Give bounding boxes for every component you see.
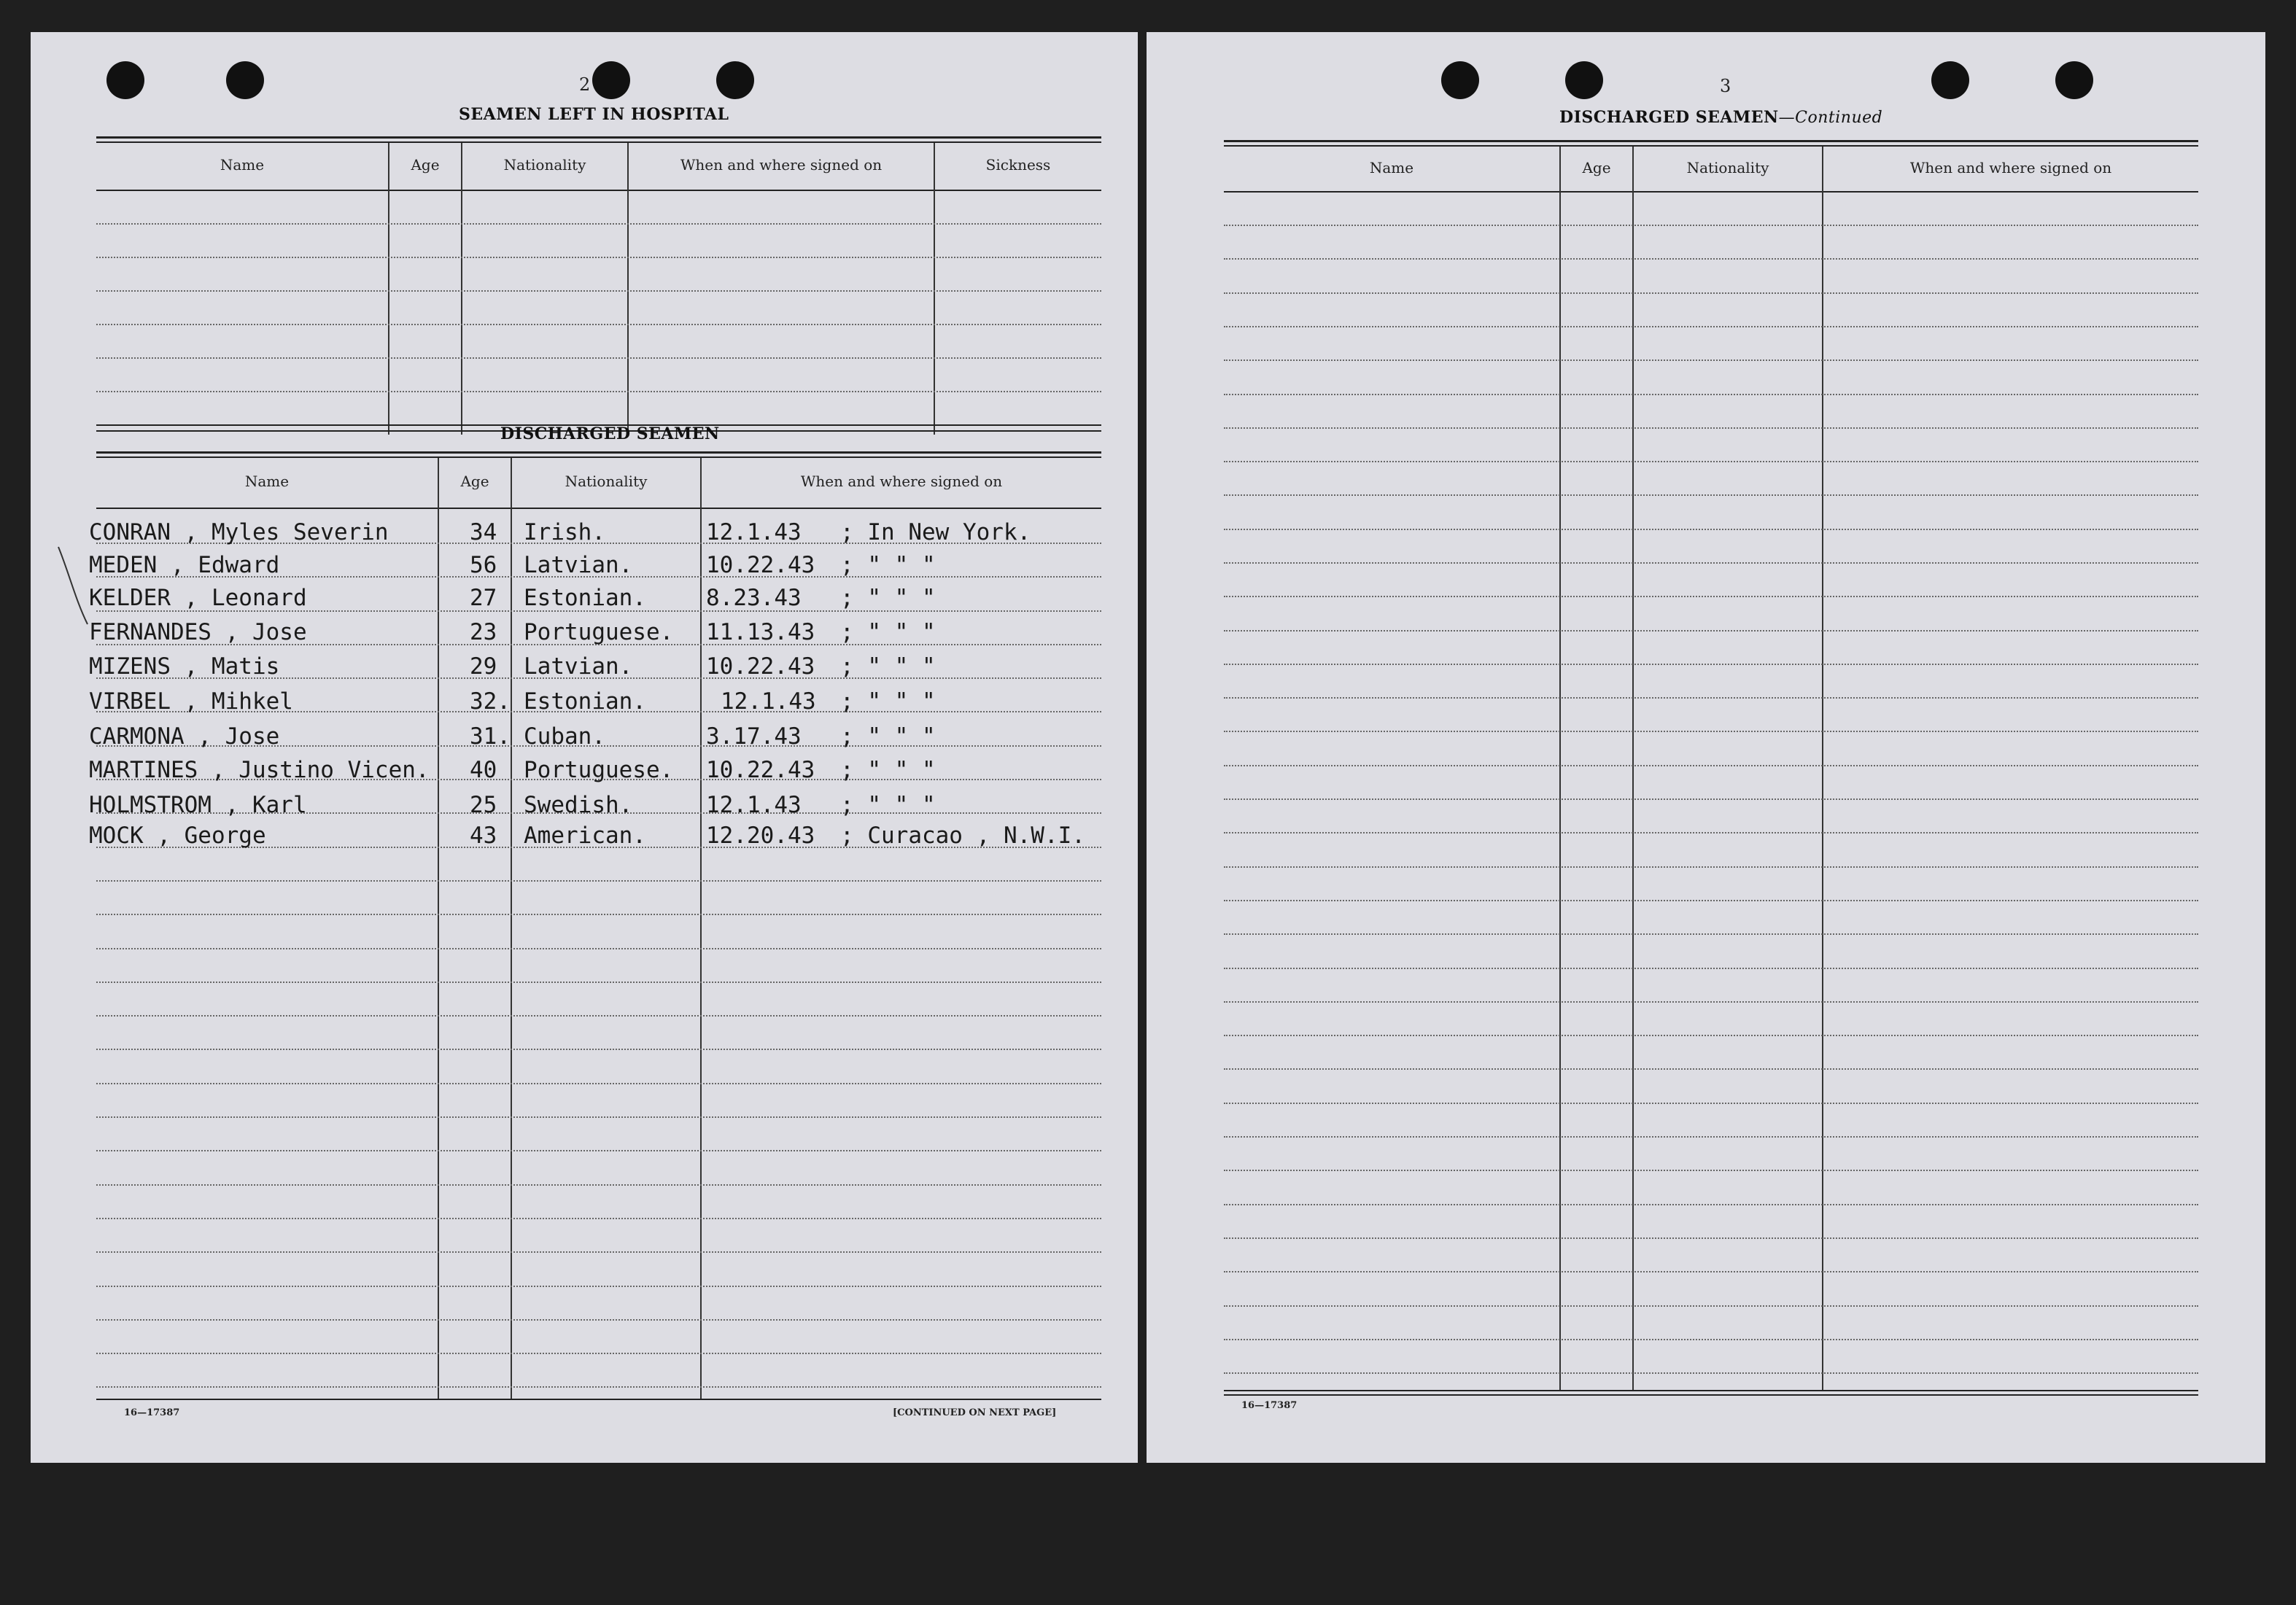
table-top-rule xyxy=(96,456,1101,458)
seaman-name: KELDER , Leonard xyxy=(89,585,307,611)
table-top-rule xyxy=(96,136,1101,139)
row-line xyxy=(1224,1204,2198,1205)
seaman-name: MEDEN , Edward xyxy=(89,552,280,578)
punch-hole xyxy=(2055,61,2093,99)
punch-hole xyxy=(106,61,144,99)
row-line xyxy=(1224,933,2198,935)
seaman-age: 31. xyxy=(470,723,511,750)
signed-on-place: ; Curacao , N.W.I. xyxy=(840,823,1085,849)
row-line xyxy=(1224,494,2198,496)
hospital-header-signed-on: When and where signed on xyxy=(680,156,883,174)
punch-hole xyxy=(716,61,754,99)
seaman-name: MARTINES , Justino Vicen. xyxy=(89,757,430,783)
seaman-nationality: Estonian. xyxy=(524,585,646,611)
row-line xyxy=(1224,1001,2198,1003)
seaman-name: CARMONA , Jose xyxy=(89,723,280,750)
row-line xyxy=(96,1116,1101,1118)
signed-on-place: ; " " " xyxy=(840,688,936,715)
seaman-age: 29 xyxy=(470,653,497,680)
row-line xyxy=(96,1251,1101,1253)
row-line xyxy=(96,1083,1101,1084)
seaman-age: 27 xyxy=(470,585,497,611)
table-bottom-rule xyxy=(1224,1390,2198,1391)
signed-on-place: ; In New York. xyxy=(840,519,1031,545)
signed-on-place: ; " " " xyxy=(840,723,936,750)
discharged-header-signed-on: When and where signed on xyxy=(800,473,1003,490)
row-line xyxy=(96,1319,1101,1321)
row-line xyxy=(1224,664,2198,665)
row-line xyxy=(96,324,1101,325)
signed-on-place: ; " " " xyxy=(840,757,936,783)
left-page xyxy=(31,32,1138,1463)
row-line xyxy=(96,391,1101,392)
row-line xyxy=(96,290,1101,292)
seaman-name: MIZENS , Matis xyxy=(89,653,280,680)
row-line xyxy=(1224,731,2198,732)
row-line xyxy=(1224,697,2198,699)
row-line xyxy=(96,1286,1101,1287)
seaman-nationality: Latvian. xyxy=(524,653,633,680)
form-number: 16—17387 xyxy=(124,1407,180,1418)
row-line xyxy=(1224,427,2198,429)
header-rule xyxy=(1224,191,2198,193)
row-line xyxy=(1224,1372,2198,1374)
row-line xyxy=(1224,1271,2198,1272)
signed-on-place: ; " " " xyxy=(840,792,936,818)
seaman-age: 40 xyxy=(470,757,497,783)
seaman-nationality: Estonian. xyxy=(524,688,646,715)
seaman-age: 56 xyxy=(470,552,497,578)
row-line xyxy=(1224,258,2198,260)
row-line xyxy=(1224,798,2198,800)
seaman-nationality: Portuguese. xyxy=(524,757,674,783)
table-bottom-rule xyxy=(96,1399,1101,1400)
row-line xyxy=(1224,765,2198,766)
signed-on-date: 8.23.43 xyxy=(706,585,802,611)
continued-section-title xyxy=(1559,108,1882,127)
seaman-name: HOLMSTROM , Karl xyxy=(89,792,307,818)
table-top-rule xyxy=(1224,140,2198,142)
signed-on-date: 12.1.43 xyxy=(721,688,816,715)
page-number: 3 xyxy=(1720,76,1731,96)
header-nationality: Nationality xyxy=(1686,159,1769,176)
column-divider xyxy=(438,458,439,1399)
seaman-nationality: American. xyxy=(524,823,646,849)
seaman-age: 25 xyxy=(470,792,497,818)
header-age: Age xyxy=(1582,159,1611,176)
right-page xyxy=(1147,32,2265,1463)
seaman-name: VIRBEL , Mihkel xyxy=(89,688,293,715)
seaman-age: 32. xyxy=(470,688,511,715)
row-line xyxy=(96,914,1101,915)
seaman-name: FERNANDES , Jose xyxy=(89,619,307,645)
row-line xyxy=(1224,529,2198,530)
seaman-nationality: Latvian. xyxy=(524,552,633,578)
column-divider xyxy=(700,458,702,1399)
row-line xyxy=(96,948,1101,949)
row-line xyxy=(1224,900,2198,901)
row-line xyxy=(1224,1305,2198,1307)
signed-on-place: ; " " " xyxy=(840,585,936,611)
seaman-nationality: Cuban. xyxy=(524,723,605,750)
row-line xyxy=(96,1184,1101,1186)
row-line xyxy=(1224,1170,2198,1171)
hospital-section-title: SEAMEN LEFT IN HOSPITAL xyxy=(459,105,729,124)
row-line xyxy=(96,982,1101,983)
row-line xyxy=(1224,326,2198,327)
hospital-header-sickness: Sickness xyxy=(985,156,1051,174)
row-line xyxy=(1224,1035,2198,1036)
row-line xyxy=(1224,562,2198,564)
hospital-header-name: Name xyxy=(220,156,265,174)
signed-on-date: 11.13.43 xyxy=(706,619,815,645)
row-line xyxy=(96,880,1101,882)
discharged-header-name: Name xyxy=(244,473,290,490)
row-line xyxy=(1224,360,2198,361)
punch-hole xyxy=(1565,61,1603,99)
punch-hole xyxy=(226,61,264,99)
row-line xyxy=(1224,1136,2198,1138)
signed-on-place: ; " " " xyxy=(840,653,936,680)
seaman-nationality: Swedish. xyxy=(524,792,633,818)
punch-hole xyxy=(1931,61,1969,99)
signed-on-place: ; " " " xyxy=(840,619,936,645)
punch-hole xyxy=(1441,61,1479,99)
signed-on-date: 12.1.43 xyxy=(706,792,802,818)
hospital-header-age: Age xyxy=(411,156,440,174)
signed-on-place: ; " " " xyxy=(840,552,936,578)
seaman-nationality: Irish. xyxy=(524,519,605,545)
seaman-nationality: Portuguese. xyxy=(524,619,674,645)
section-title-text: DISCHARGED SEAMEN xyxy=(1559,108,1779,127)
table-top-rule xyxy=(96,141,1101,143)
header-rule xyxy=(96,190,1101,191)
signed-on-date: 10.22.43 xyxy=(706,757,815,783)
table-bottom-rule xyxy=(1224,1394,2198,1396)
row-line xyxy=(1224,630,2198,631)
seaman-name: CONRAN , Myles Severin xyxy=(89,519,389,545)
table-top-rule xyxy=(96,451,1101,454)
seaman-age: 34 xyxy=(470,519,497,545)
row-line xyxy=(1224,866,2198,868)
discharged-header-nationality: Nationality xyxy=(565,473,648,490)
page-number: 2 xyxy=(579,74,591,95)
row-line xyxy=(96,1015,1101,1017)
signed-on-date: 3.17.43 xyxy=(706,723,802,750)
section-title-suffix: —Continued xyxy=(1778,109,1883,127)
check-mark xyxy=(53,543,96,630)
row-line xyxy=(96,1049,1101,1050)
row-line xyxy=(96,357,1101,359)
seaman-name: MOCK , George xyxy=(89,823,266,849)
hospital-header-nationality: Nationality xyxy=(503,156,586,174)
discharged-section-title: DISCHARGED SEAMEN xyxy=(500,424,720,443)
row-line xyxy=(1224,832,2198,833)
row-line xyxy=(96,223,1101,225)
row-line xyxy=(1224,1103,2198,1104)
row-line xyxy=(96,257,1101,258)
header-name: Name xyxy=(1369,159,1414,176)
row-line xyxy=(96,1218,1101,1219)
seaman-age: 43 xyxy=(470,823,497,849)
signed-on-date: 12.1.43 xyxy=(706,519,802,545)
row-line xyxy=(1224,225,2198,226)
signed-on-date: 12.20.43 xyxy=(706,823,815,849)
punch-hole xyxy=(592,61,630,99)
row-line xyxy=(1224,394,2198,395)
row-line xyxy=(1224,1339,2198,1340)
column-divider xyxy=(511,458,512,1399)
header-signed-on: When and where signed on xyxy=(1909,159,2112,176)
table-top-rule xyxy=(1224,145,2198,147)
row-line xyxy=(1224,968,2198,969)
signed-on-date: 10.22.43 xyxy=(706,552,815,578)
seaman-age: 23 xyxy=(470,619,497,645)
row-line xyxy=(96,1150,1101,1151)
row-line xyxy=(1224,461,2198,462)
continued-note: [CONTINUED ON NEXT PAGE] xyxy=(893,1407,1057,1418)
row-line xyxy=(96,1386,1101,1388)
row-line xyxy=(96,1353,1101,1354)
form-number: 16—17387 xyxy=(1241,1400,1298,1411)
row-line xyxy=(1224,596,2198,597)
signed-on-date: 10.22.43 xyxy=(706,653,815,680)
header-rule xyxy=(96,508,1101,509)
row-line xyxy=(1224,292,2198,294)
row-line xyxy=(1224,1068,2198,1070)
row-line xyxy=(1224,1237,2198,1239)
discharged-header-age: Age xyxy=(460,473,489,490)
